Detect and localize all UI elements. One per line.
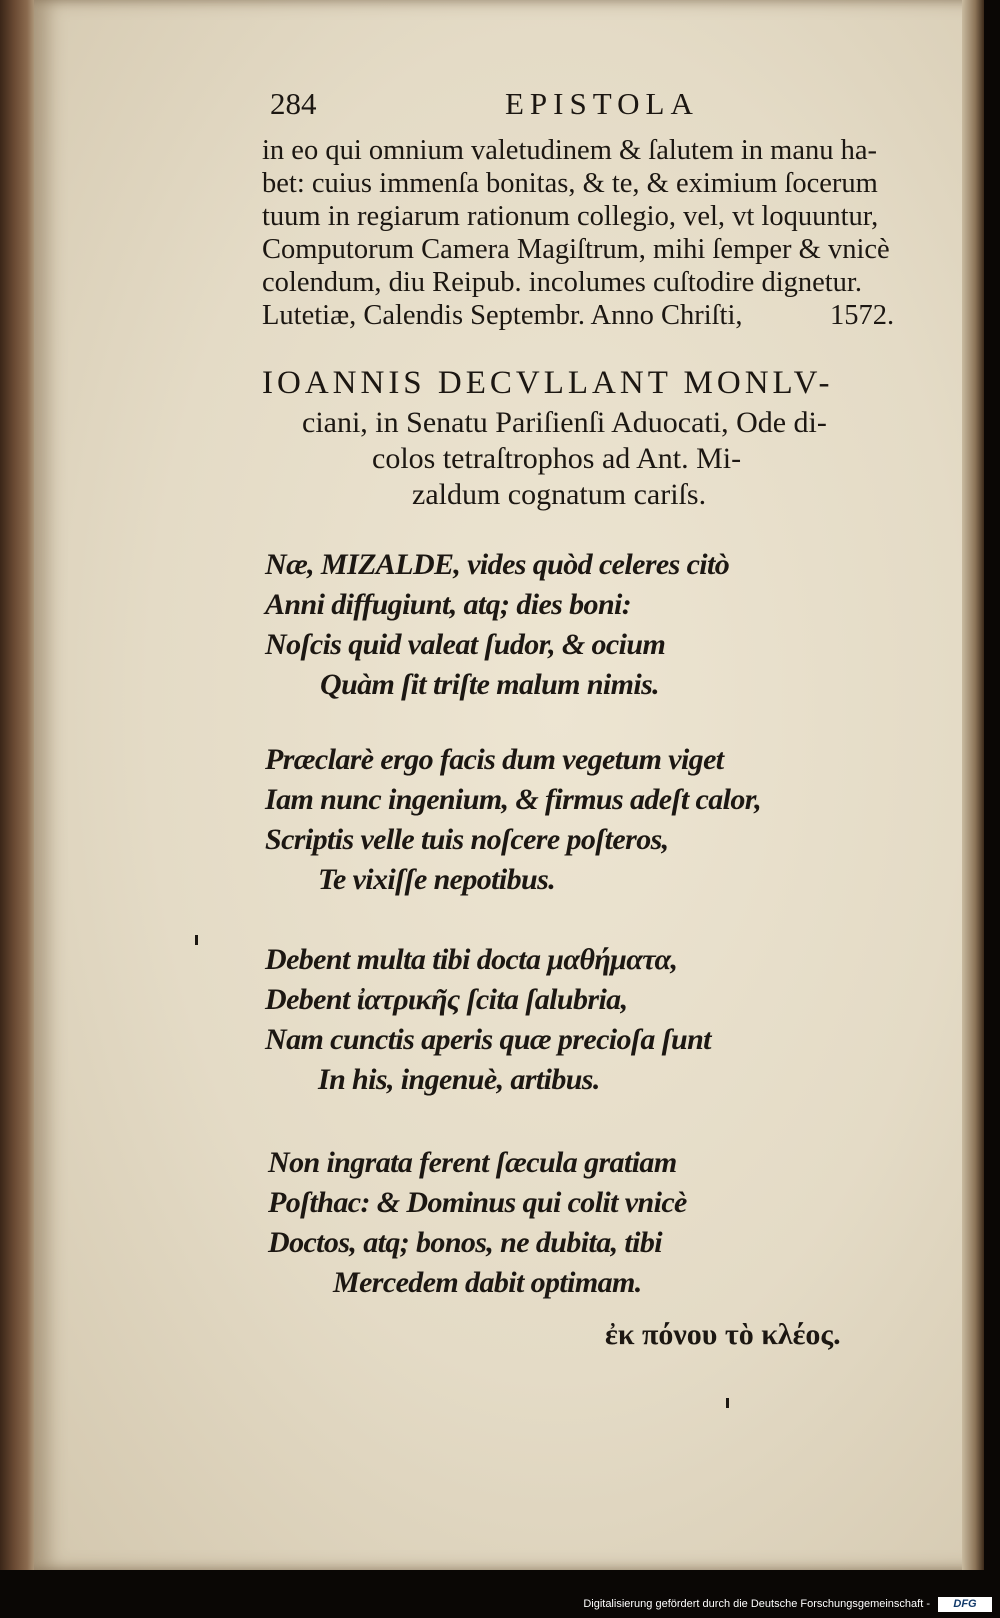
running-title: EPISTOLA xyxy=(505,86,699,121)
ink-mark xyxy=(726,1398,729,1408)
letter-year: 1572. xyxy=(830,300,895,331)
stanza-3-line-4: In his, ingenuè, artibus. xyxy=(318,1063,600,1096)
book-spine xyxy=(0,0,36,1570)
stanza-1-line-1: Næ, MIZALDE, vides quòd celeres citò xyxy=(265,548,730,581)
stanza-3-line-2: Debent ἰατρικῆς ſcita ſalubria, xyxy=(265,983,628,1016)
letter-line-5: colendum, diu Reipub. incolumes cuſtodire dignetur. xyxy=(262,267,862,298)
stanza-4-line-2: Poſthac: & Dominus qui colit vnicè xyxy=(268,1186,687,1219)
stanza-2-line-2: Iam nunc ingenium, & firmus adeſt calor, xyxy=(265,783,762,816)
page-edge xyxy=(962,0,984,1570)
ink-mark xyxy=(195,935,198,945)
stanza-2-line-3: Scriptis velle tuis noſcere poſteros, xyxy=(265,823,669,856)
ode-heading-line-1: IOANNIS DECVLLANT MONLV- xyxy=(262,365,834,401)
stanza-2-line-1: Præclarè ergo facis dum vegetum viget xyxy=(265,743,724,776)
ode-heading-line-2: ciani, in Senatu Pariſienſi Aduocati, Ode di- xyxy=(302,406,827,439)
stanza-2-line-4: Te vixiſſe nepotibus. xyxy=(318,863,556,896)
letter-line-6: Lutetiæ, Calendis Septembr. Anno Chriſti, xyxy=(262,300,743,331)
dfg-logo: DFG xyxy=(938,1597,992,1612)
greek-motto: ἐκ πόνου τὸ κλέος. xyxy=(605,1318,841,1351)
stanza-4-line-4: Mercedem dabit optimam. xyxy=(333,1266,642,1299)
letter-line-3: tuum in regiarum rationum collegio, vel, vt loquuntur, xyxy=(262,201,879,232)
stanza-4-line-1: Non ingrata ferent ſæcula gratiam xyxy=(268,1146,677,1179)
letter-line-1: in eo qui omnium valetudinem & ſalutem in manu ha- xyxy=(262,135,878,166)
page-number: 284 xyxy=(270,86,317,121)
ode-heading-line-3: colos tetraſtrophos ad Ant. Mi- xyxy=(372,442,742,475)
stanza-1-line-3: Noſcis quid valeat ſudor, & ocium xyxy=(265,628,666,661)
stanza-3-line-3: Nam cunctis aperis quæ precioſa ſunt xyxy=(265,1023,711,1056)
stanza-1-line-4: Quàm ſit triſte malum nimis. xyxy=(320,668,660,701)
stanza-1-line-2: Anni diffugiunt, atq; dies boni: xyxy=(265,588,632,621)
letter-line-4: Computorum Camera Magiſtrum, mihi ſemper & vnicè xyxy=(262,234,890,265)
stanza-3-line-1: Debent multa tibi docta μαθήματα, xyxy=(265,943,678,976)
digitization-credit: Digitalisierung gefördert durch die Deutsche Forschungsgemeinschaft - xyxy=(583,1598,930,1610)
ode-heading-line-4: zaldum cognatum cariſs. xyxy=(412,478,707,511)
stanza-4-line-3: Doctos, atq; bonos, ne dubita, tibi xyxy=(268,1226,663,1259)
letter-line-2: bet: cuius immenſa bonitas, & te, & eximium ſocerum xyxy=(262,168,878,199)
